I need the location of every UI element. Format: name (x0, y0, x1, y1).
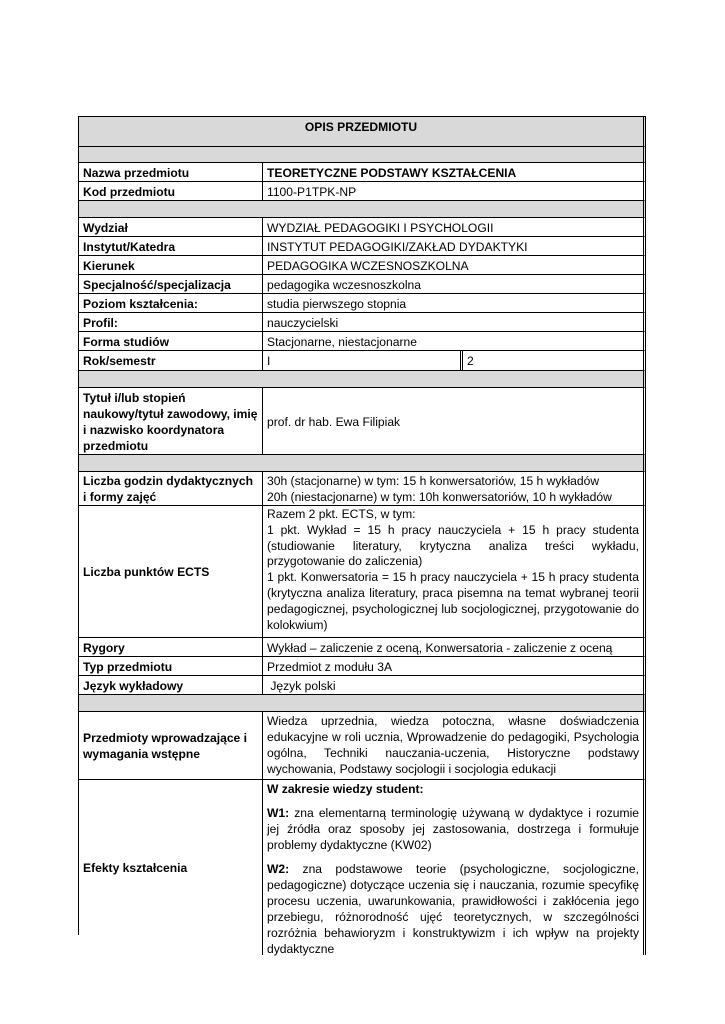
hours-line-2: 20h (niestacjonarne) w tym: 10h konwersatoriów, 10 h wykładów (267, 490, 612, 504)
outcome-w2 (267, 861, 639, 957)
label-field-of-study: Kierunek (79, 256, 263, 274)
value-semester: 2 (467, 354, 474, 368)
row-prerequisites (79, 712, 646, 780)
ects-line-2: 1 pkt. Wykład = 15 h pracy nauczyciela + 15 h pracy studenta (studiowanie literatury, krytyczna analiza treści wykładu, przygotowanie do zaliczenia) (267, 522, 639, 569)
label-year-semester: Rok/semestr (79, 351, 263, 370)
row-learning-outcomes (79, 780, 646, 955)
row-rigors (79, 638, 646, 657)
ects-line-1: Razem 2 pkt. ECTS, w tym: (267, 507, 416, 521)
label-study-form: Forma studiów (79, 332, 263, 350)
label-profile: Profil: (79, 313, 263, 331)
ects-line-3: 1 pkt. Konwersatoria = 15 h pracy nauczyciela + 15 h pracy studenta (krytyczna analiza literatury, praca pisemna na temat wybranej teorii pedagogicznej, psychologicznej lub socjologicznej, przygotowanie do kolokwium) (267, 570, 639, 632)
row-specialization (79, 275, 646, 294)
value-education-level: studia pierwszego stopnia (267, 296, 407, 311)
value-institute: INSTYTUT PEDAGOGIKI/ZAKŁAD DYDAKTYKI (267, 239, 528, 254)
value-year-semester (263, 351, 643, 370)
row-field-of-study (79, 256, 646, 275)
label-learning-outcomes: Efekty kształcenia (79, 780, 263, 955)
value-language: Język polski (267, 678, 336, 693)
label-rigors: Rygory (79, 638, 263, 656)
row-course-code (79, 182, 646, 201)
value-course-type: Przedmiot z modułu 3A (267, 659, 393, 674)
course-description-table (78, 116, 646, 956)
value-prerequisites: Wiedza uprzednia, wiedza potoczna, własne doświadczenia edukacyjne w roli ucznia, Wprowadzenie do pedagogiki, Psychologia ogólna, Techniki nauczania-uczenia, Historyczne podstawy wychowania, Podstawy socjologii i socjologia edukacji (267, 714, 639, 776)
outcomes-heading: W zakresie wiedzy student: (267, 782, 424, 796)
value-study-form: Stacjonarne, niestacjonarne (267, 334, 417, 349)
row-faculty (79, 218, 646, 237)
value-profile: nauczycielski (267, 315, 339, 330)
label-education-level: Poziom kształcenia: (79, 294, 263, 312)
label-hours: Liczba godzin dydaktycznych i formy zajęć (79, 472, 263, 505)
label-course-type: Typ przedmiotu (79, 657, 263, 675)
spacer-row (79, 695, 646, 712)
row-year-semester (79, 351, 646, 371)
label-course-code: Kod przedmiotu (79, 182, 263, 200)
value-field-of-study: PEDAGOGIKA WCZESNOSZKOLNA (267, 258, 469, 273)
spacer-row (79, 201, 646, 218)
label-course-name: Nazwa przedmiotu (79, 163, 263, 181)
row-education-level (79, 294, 646, 313)
table-title: OPIS PRZEDMIOTU (79, 117, 646, 147)
label-ects: Liczba punktów ECTS (79, 506, 263, 637)
outcome-w2-text: zna podstawowe teorie (psychologiczne, socjologiczne, pedagogiczne) dotyczące uczenia się i nauczania, rozumie specyfikę procesu uczenia, uwarunkowania, prawidłowości i zakłócenia jego przebiegu, różnorodność ujęć teoretycznych, w szczególności rozróżnia behawioryzm i konstruktywizm i ich wpływ na projekty dydaktyczne (267, 862, 639, 956)
row-course-type (79, 657, 646, 676)
value-hours (263, 472, 643, 505)
value-course-code: 1100-P1TPK-NP (267, 184, 357, 199)
row-hours (79, 472, 646, 506)
value-course-name: TEORETYCZNE PODSTAWY KSZTAŁCENIA (267, 165, 517, 180)
value-ects (263, 506, 643, 637)
value-year: I (263, 351, 463, 370)
outcome-w1-code: W1: (267, 806, 290, 820)
label-faculty: Wydział (79, 218, 263, 236)
hours-line-1: 30h (stacjonarne) w tym: 15 h konwersatoriów, 15 h wykładów (267, 474, 600, 488)
label-coordinator: Tytuł i/lub stopień naukowy/tytuł zawodowy, imię i nazwisko koordynatora przedmiotu (79, 388, 263, 454)
value-faculty: WYDZIAŁ PEDAGOGIKI I PSYCHOLOGII (267, 220, 494, 235)
value-rigors: Wykład – zaliczenie z oceną, Konwersatoria - zaliczenie z oceną (267, 640, 613, 655)
spacer-row (79, 147, 646, 163)
label-institute: Instytut/Katedra (79, 237, 263, 255)
row-institute (79, 237, 646, 256)
value-coordinator: prof. dr hab. Ewa Filipiak (267, 414, 401, 429)
value-specialization: pedagogika wczesnoszkolna (267, 277, 421, 292)
value-learning-outcomes (263, 780, 643, 955)
row-language (79, 676, 646, 695)
row-coordinator (79, 388, 646, 455)
outcome-w1 (267, 805, 639, 853)
row-ects (79, 506, 646, 638)
row-profile (79, 313, 646, 332)
label-prerequisites: Przedmioty wprowadzające i wymagania wstępne (79, 712, 263, 779)
row-course-name (79, 163, 646, 182)
spacer-row (79, 371, 646, 388)
spacer-row (79, 455, 646, 472)
row-study-form (79, 332, 646, 351)
label-specialization: Specjalność/specjalizacja (79, 275, 263, 293)
outcome-w2-code: W2: (267, 862, 290, 876)
label-language: Język wykładowy (79, 676, 263, 694)
outcome-w1-text: zna elementarną terminologię używaną w dydaktyce i rozumie jej źródła oraz sposoby jej zastosowania, dostrzega i formułuje problemy dydaktyczne (KW02) (267, 806, 639, 852)
